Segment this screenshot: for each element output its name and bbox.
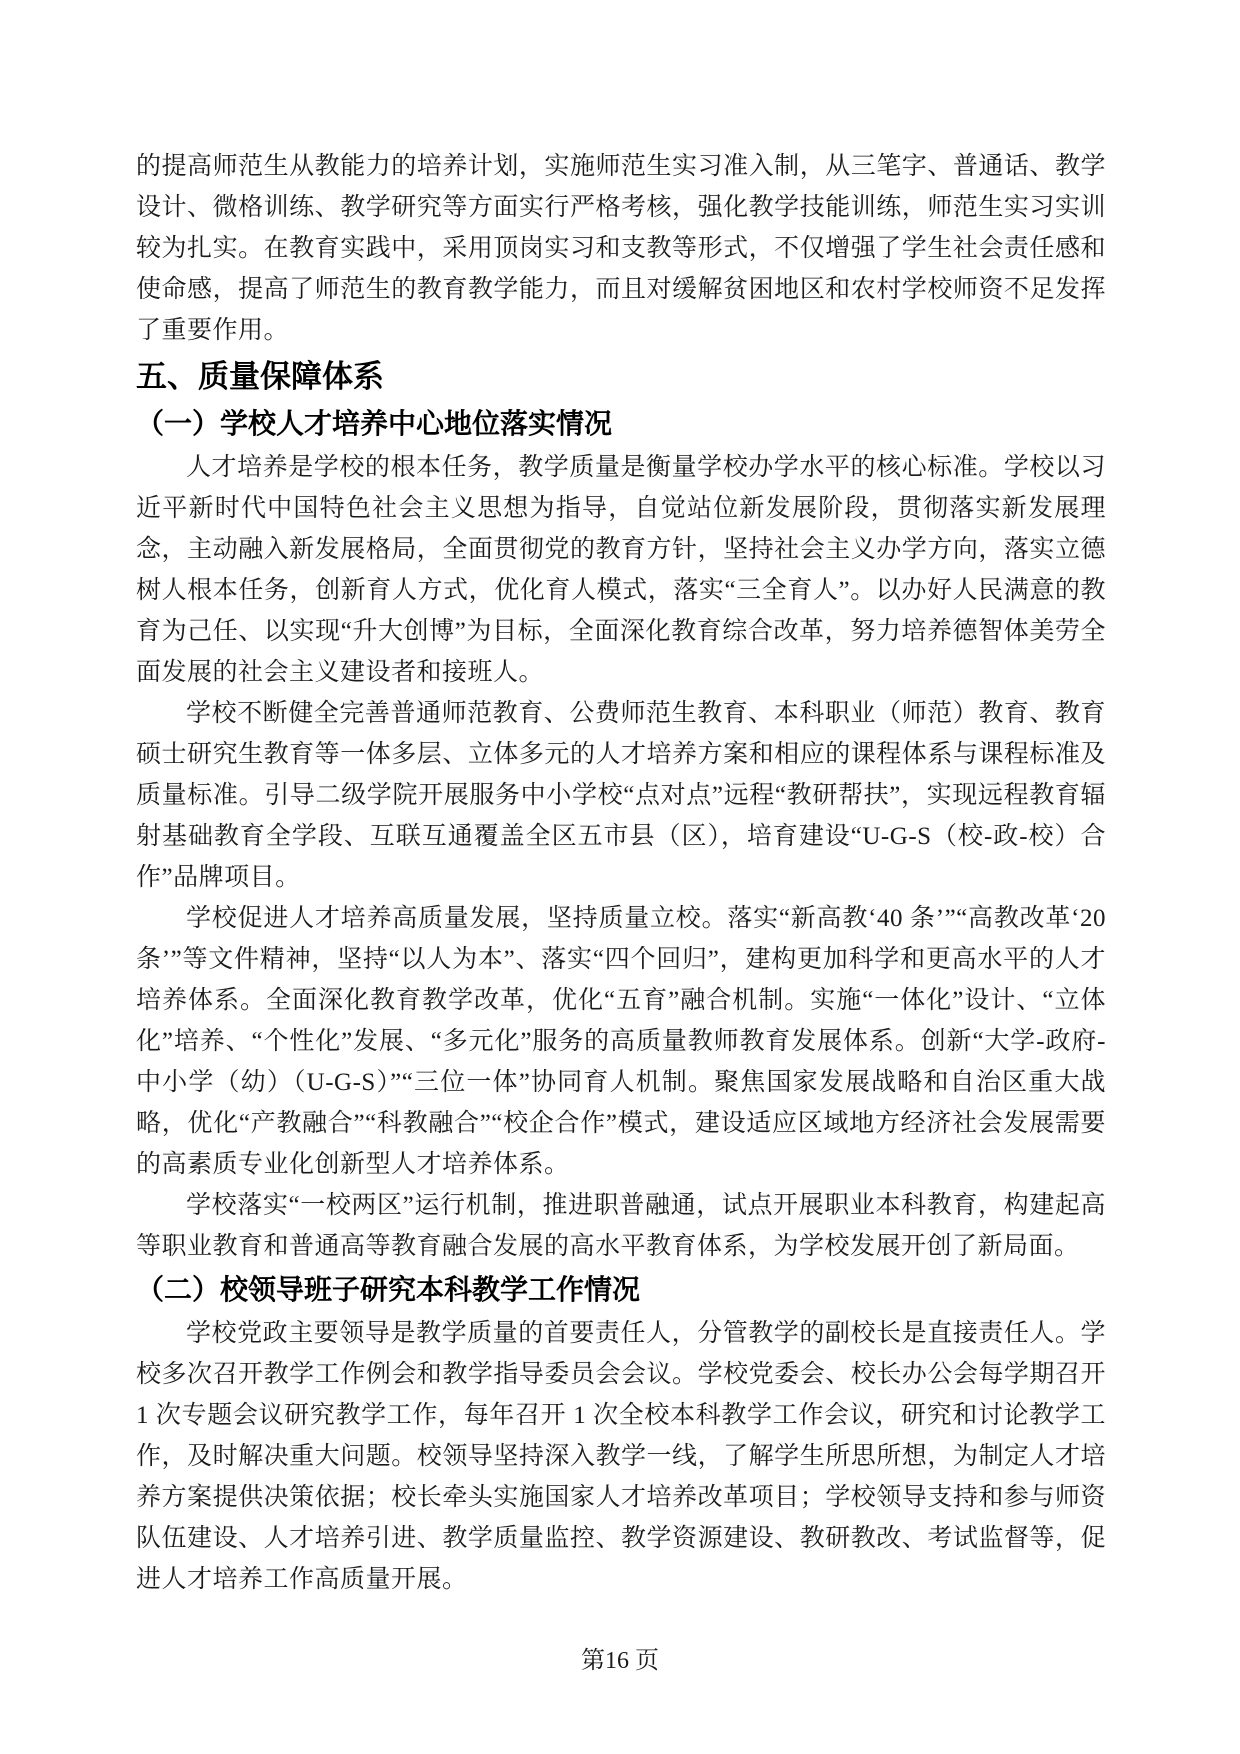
subsection-2-heading: （二）校领导班子研究本科教学工作情况 [136, 1274, 641, 1305]
paragraph-continuation: 的提高师范生从教能力的培养计划，实施师范生实习准入制，从三笔字、普通话、教学设计、微格训练、教学研究等方面实行严格考核，强化教学技能训练，师范生实习实训较为扎实。在教育实践中，采用顶岗实习和支教等形式，不仅增强了学生社会责任感和使命感，提高了师范生的教育教学能力，而且对缓解贫困地区和农村学校师资不足发挥了重要作用。 [136, 153, 1106, 344]
subsection-2-paragraph-1: 学校党政主要领导是教学质量的首要责任人，分管教学的副校长是直接责任人。学校多次召开教学工作例会和教学指导委员会会议。学校党委会、校长办公会每学期召开 1 次专题会议研究教学工作，每年召开 1 次全校本科教学工作会议，研究和讨论教学工作，及时解决重大问题。校领导坚持深入教学一线，了解学生所思所想，为制定人才培养方案提供决策依据；校长牵头实施国家人才培养改革项目；学校领导支持和参与师资队伍建设、人才培养引进、教学质量监控、教学资源建设、教研教改、考试监督等，促进人才培养工作高质量开展。 [136, 1320, 1106, 1593]
page-content [136, 146, 1106, 1600]
subsection-1-paragraph-4: 学校落实“一校两区”运行机制，推进职普融通，试点开展职业本科教育，构建起高等职业教育和普通高等教育融合发展的高水平教育体系，为学校发展开创了新局面。 [136, 1192, 1106, 1260]
subsection-1-paragraph-2: 学校不断健全完善普通师范教育、公费师范生教育、本科职业（师范）教育、教育硕士研究生教育等一体多层、立体多元的人才培养方案和相应的课程体系与课程标准及质量标准。引导二级学院开展服务中小学校“点对点”远程“教研帮扶”，实现远程教育辐射基础教育全学段、互联互通覆盖全区五市县（区），培育建设“U-G-S（校-政-校）合作”品牌项目。 [136, 700, 1106, 891]
subsection-1-paragraph-3: 学校促进人才培养高质量发展，坚持质量立校。落实“新高教‘40 条’”“高教改革‘20 条’”等文件精神，坚持“以人为本”、落实“四个回归”，建构更加科学和更高水平的人才培养体系。全面深化教育教学改革，优化“五育”融合机制。实施“一体化”设计、“立体化”培养、“个性化”发展、“多元化”服务的高质量教师教育发展体系。创新“大学-政府-中小学（幼）（U-G-S）”“三位一体”协同育人机制。聚焦国家发展战略和自治区重大战略，优化“产教融合”“科教融合”“校企合作”模式，建设适应区域地方经济社会发展需要的高素质专业化创新型人才培养体系。 [136, 905, 1106, 1178]
section-5-heading: 五、质量保障体系 [136, 359, 384, 394]
subsection-1-heading: （一）学校人才培养中心地位落实情况 [136, 408, 613, 439]
subsection-1-paragraph-1: 人才培养是学校的根本任务，教学质量是衡量学校办学水平的核心标准。学校以习近平新时代中国特色社会主义思想为指导，自觉站位新发展阶段，贯彻落实新发展理念，主动融入新发展格局，全面贯彻党的教育方针，坚持社会主义办学方向，落实立德树人根本任务，创新育人方式，优化育人模式，落实“三全育人”。以办好人民满意的教育为己任、以实现“升大创博”为目标，全面深化教育综合改革，努力培养德智体美劳全面发展的社会主义建设者和接班人。 [136, 454, 1106, 686]
page-footer [0, 1645, 1240, 1677]
page-number: 第16 页 [581, 1648, 659, 1674]
